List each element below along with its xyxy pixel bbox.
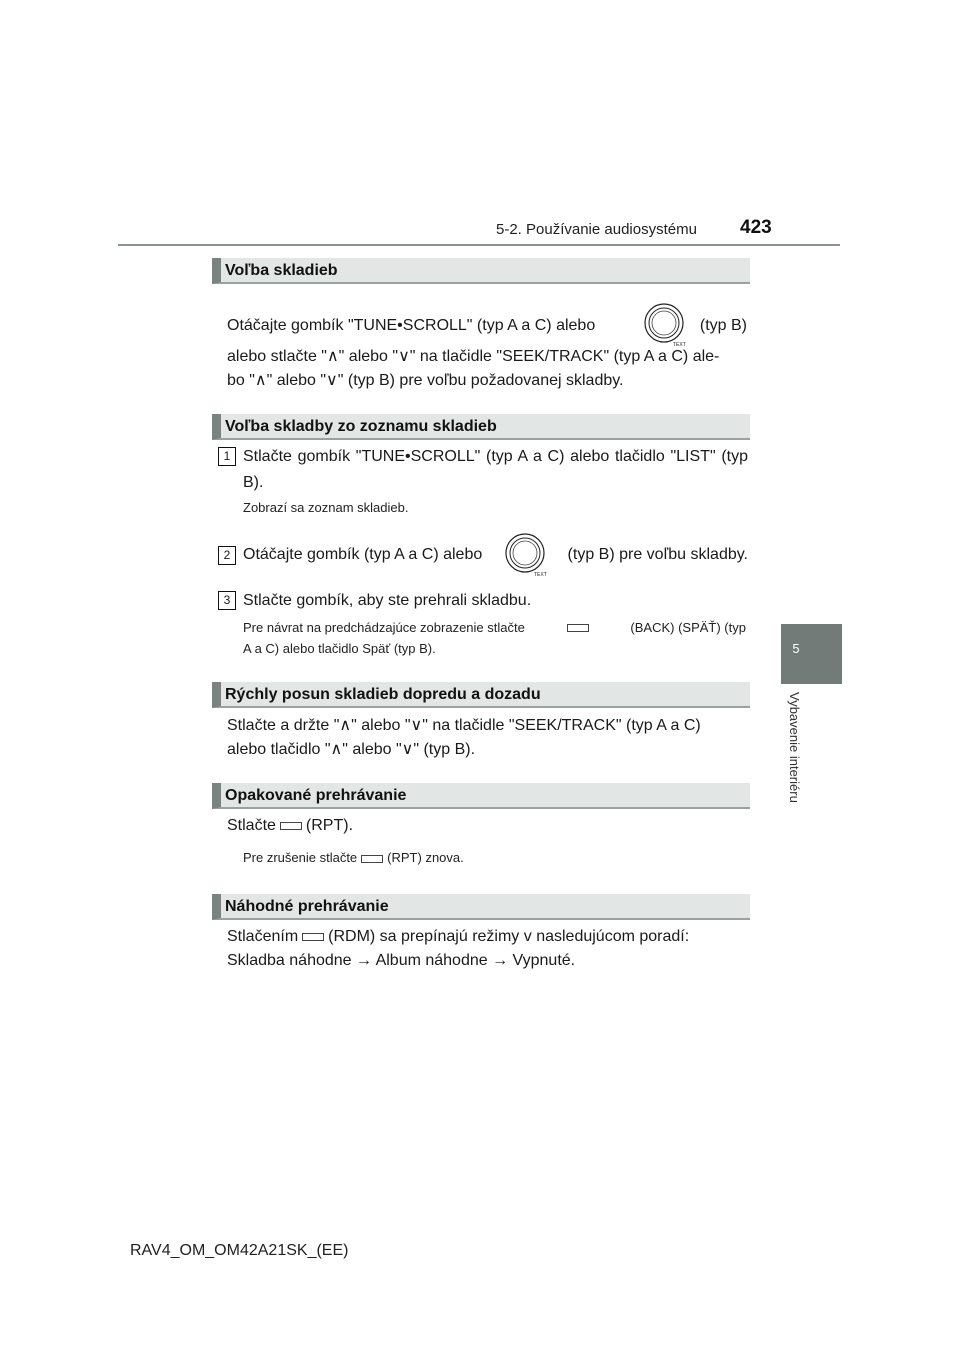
paragraph: Stlačte (RPT).: [227, 817, 354, 834]
tune-knob-icon: [503, 533, 547, 577]
back-button-icon: [567, 624, 589, 632]
note: Pre zrušenie stlačte (RPT) znova.: [243, 850, 464, 865]
rpt-button-icon: [361, 855, 383, 863]
section-heading-shuffle: Náhodné prehrávanie: [212, 894, 750, 920]
step-note: A a C) alebo tlačidlo Späť (typ B).: [243, 641, 436, 656]
paragraph: Stlačte a držte "∧" alebo "∨" na tlačidle "SEEK/TRACK" (typ A a C): [227, 717, 701, 734]
paragraph: Stlačením (RDM) sa prepínajú režimy v nasledujúcom poradí:: [227, 928, 690, 945]
step-number: 3: [218, 591, 236, 610]
section-heading-fast-forward: Rýchly posun skladieb dopredu a dozadu: [212, 682, 750, 708]
paragraph: alebo stlačte "∧" alebo "∨" na tlačidle "SEEK/TRACK" (typ A a C) ale-: [227, 348, 720, 365]
paragraph: alebo tlačidlo "∧" alebo "∨" (typ B).: [227, 741, 476, 758]
paragraph: Skladba náhodne → Album náhodne → Vypnuté.: [227, 952, 576, 969]
section-heading-repeat: Opakované prehrávanie: [212, 783, 750, 809]
section-heading-track-selection: Voľba skladieb: [212, 258, 750, 284]
step-note: Pre návrat na predchádzajúce zobrazenie stlačte (BACK) (SPÄŤ) (typ: [243, 620, 746, 635]
tune-knob-icon: [642, 303, 686, 347]
paragraph: Otáčajte gombík "TUNE•SCROLL" (typ A a C) alebo TEXT (typ B): [227, 309, 747, 341]
chapter-number: 5: [792, 641, 800, 656]
step-text: Otáčajte gombík (typ A a C) alebo TEXT (typ B) pre voľbu skladby.: [243, 533, 748, 577]
svg-text:TEXT: TEXT: [672, 342, 686, 347]
step-text: Stlačte gombík "TUNE•SCROLL" (typ A a C) alebo tlačidlo "LIST" (typ B).: [243, 448, 748, 491]
chapter-label: Vybavenie interiéru: [787, 692, 802, 803]
svg-text:TEXT: TEXT: [533, 572, 547, 577]
rpt-button-icon: [280, 822, 302, 830]
header-divider: [118, 244, 840, 246]
step-note: Zobrazí sa zoznam skladieb.: [243, 500, 409, 515]
document-code: RAV4_OM_OM42A21SK_(EE): [130, 1242, 349, 1259]
section-title: 5-2. Používanie audiosystému: [496, 221, 697, 238]
paragraph: bo "∧" alebo "∨" (typ B) pre voľbu požadovanej skladby.: [227, 372, 624, 389]
rdm-button-icon: [302, 933, 324, 941]
step-number: 1: [218, 447, 236, 466]
step-number: 2: [218, 546, 236, 565]
page-number: 423: [740, 217, 772, 238]
step-text: Stlačte gombík, aby ste prehrali skladbu.: [243, 592, 532, 609]
section-heading-track-from-list: Voľba skladby zo zoznamu skladieb: [212, 414, 750, 440]
